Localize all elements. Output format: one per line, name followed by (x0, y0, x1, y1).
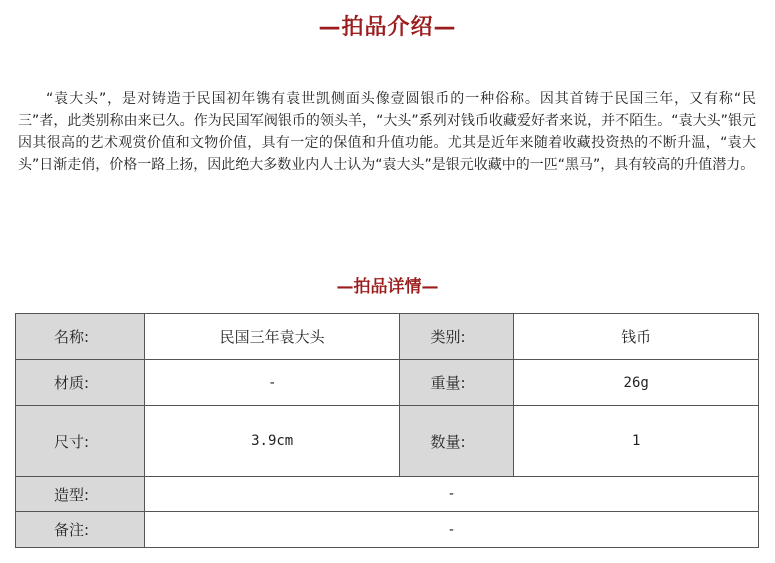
weight-value: 26g (514, 360, 759, 406)
shape-label: 造型: (16, 477, 145, 512)
size-value: 3.9cm (144, 406, 400, 477)
intro-paragraph: “袁大头”，是对铸造于民国初年镌有袁世凯侧面头像壹圆银币的一种俗称。因其首铸于民国三年，又有称“民三”者，此类别称由来已久。作为民国军阀银币的领头羊，“大头”系列对钱币收藏爱好者来说，并不陌生。“袁大头”银元因其很高的艺术观赏价值和文物价值，具有一定的保值和升值功能。尤其是近年来随着收藏投资热的不断升温，“袁大头”日渐走俏，价格一路上扬，因此绝大多数业内人士认为“袁大头”是银元收藏中的一匹“黑马”，具有较高的升值潜力。 (18, 91, 756, 173)
table-row (16, 314, 759, 360)
note-label: 备注: (16, 512, 145, 548)
category-value: 钱币 (514, 314, 759, 360)
material-value: - (144, 360, 400, 406)
name-value: 民国三年袁大头 (144, 314, 400, 360)
category-label: 类别: (400, 314, 514, 360)
shape-value: - (144, 477, 758, 512)
name-label: 名称: (16, 314, 145, 360)
size-label: 尺寸: (16, 406, 145, 477)
quantity-label: 数量: (400, 406, 514, 477)
details-table (15, 313, 759, 548)
material-label: 材质: (16, 360, 145, 406)
table-row (16, 406, 759, 477)
weight-label: 重量: (400, 360, 514, 406)
note-value: - (144, 512, 758, 548)
table-row (16, 512, 759, 548)
table-row (16, 360, 759, 406)
quantity-value: 1 (514, 406, 759, 477)
table-row (16, 477, 759, 512)
details-section-title: —拍品详情— (336, 277, 439, 297)
intro-section-title: —拍品介绍— (318, 15, 457, 40)
